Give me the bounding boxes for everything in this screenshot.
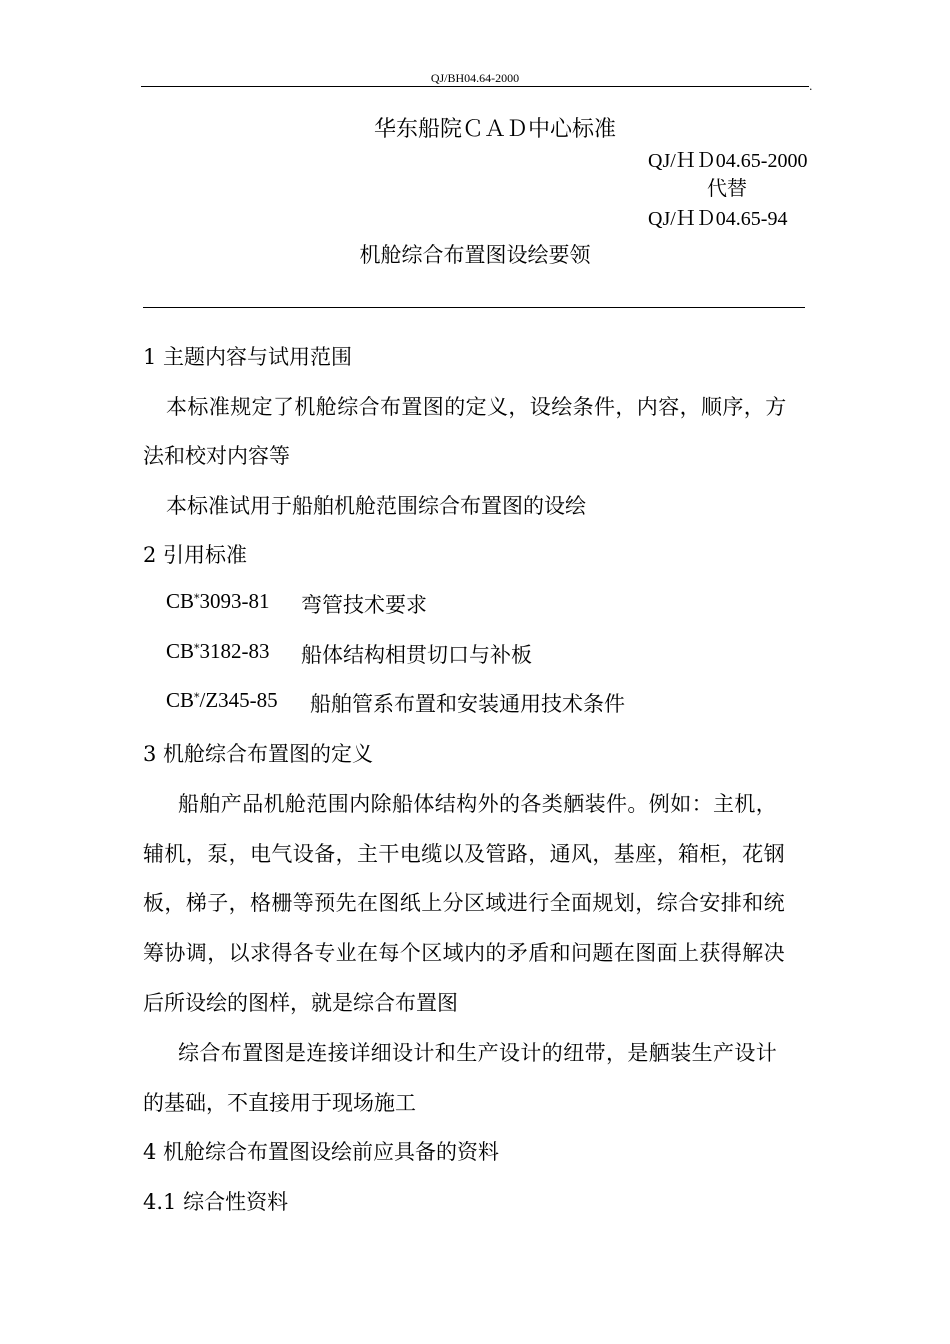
title-rule xyxy=(143,307,805,308)
reference-star: * xyxy=(194,592,200,605)
header-mark: . xyxy=(809,80,813,93)
section-2-heading: 2 引用标准 xyxy=(143,543,248,567)
reference-code: 3182-83 xyxy=(199,639,270,663)
page-header-code: QJ/BH04.64-2000 xyxy=(430,71,520,85)
section-3-paragraph-line: 后所设绘的图样，就是综合布置图 xyxy=(143,991,458,1015)
reference-prefix: CB xyxy=(166,639,195,663)
replaces-label: 代替 xyxy=(707,178,747,200)
section-3-heading: 3 机舱综合布置图的定义 xyxy=(143,742,374,766)
section-1-paragraph-line-2: 法和校对内容等 xyxy=(143,444,290,468)
section-3-paragraph-line: 的基础，不直接用于现场施工 xyxy=(143,1091,416,1115)
reference-title: 弯管技术要求 xyxy=(301,593,427,617)
section-3-paragraph-line: 板，梯子，格栅等预先在图纸上分区域进行全面规划，综合安排和统 xyxy=(143,891,785,915)
reference-item xyxy=(166,639,270,664)
document-title: 机舱综合布置图设绘要领 xyxy=(359,243,591,267)
standard-number: QJ/ＨＤ04.65-2000 xyxy=(648,150,808,172)
section-3-paragraph-line: 辅机，泵，电气设备，主干电缆以及管路，通风，基座，箱柜，花钢 xyxy=(143,842,785,866)
reference-title: 船舶管系布置和安装通用技术条件 xyxy=(310,692,625,716)
reference-code: /Z345-85 xyxy=(199,688,278,712)
section-3-paragraph-line: 综合布置图是连接详细设计和生产设计的纽带，是舾装生产设计 xyxy=(178,1041,778,1065)
reference-prefix: CB xyxy=(166,589,195,613)
section-3-paragraph-line: 船舶产品机舱范围内除船体结构外的各类舾装件。例如：主机， xyxy=(178,792,778,816)
section-4-heading: 4 机舱综合布置图设绘前应具备的资料 xyxy=(143,1140,500,1164)
organization-title: 华东船院ＣＡＤ中心标准 xyxy=(373,117,616,142)
replaced-standard-number: QJ/ＨＤ04.65-94 xyxy=(648,208,788,230)
reference-code: 3093-81 xyxy=(199,589,270,613)
reference-star: * xyxy=(194,642,200,655)
section-3-paragraph-line: 筹协调，以求得各专业在每个区域内的矛盾和问题在图面上获得解决 xyxy=(143,941,785,965)
header-rule xyxy=(141,86,809,87)
section-4-1-heading: 4.1 综合性资料 xyxy=(143,1190,289,1214)
reference-item xyxy=(166,589,270,614)
reference-item xyxy=(166,688,278,713)
reference-title: 船体结构相贯切口与补板 xyxy=(301,643,532,667)
section-1-paragraph-line-1: 本标准规定了机舱综合布置图的定义，设绘条件，内容，顺序，方 xyxy=(166,395,787,419)
section-1-heading: 1 主题内容与试用范围 xyxy=(143,345,353,369)
section-1-paragraph-2: 本标准试用于船舶机舱范围综合布置图的设绘 xyxy=(166,494,586,518)
reference-prefix: CB xyxy=(166,688,195,712)
reference-star: * xyxy=(194,691,200,704)
